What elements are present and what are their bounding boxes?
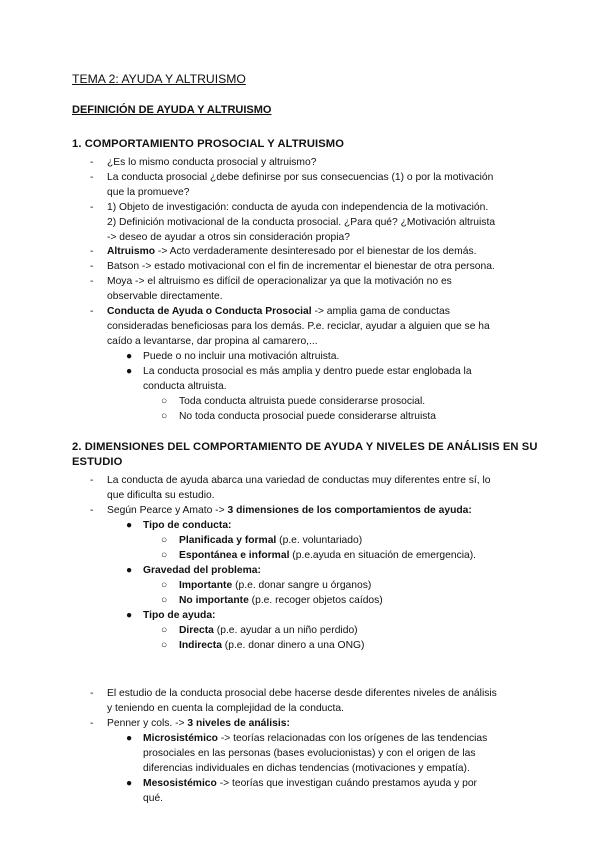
disc-bullet: ● [126, 733, 133, 744]
sub-list-item-continued: conducta altruista. [143, 381, 227, 392]
dash-bullet: - [90, 261, 94, 272]
dimension-label: Tipo de conducta: [143, 520, 232, 531]
disc-bullet: ● [126, 366, 133, 377]
level-description: -> teorías que investigan cuándo prestamos ayuda y por [216, 778, 477, 789]
option-bold: No importante [179, 595, 249, 606]
disc-bullet: ● [126, 565, 133, 576]
document-title: TEMA 2: AYUDA Y ALTRUISMO [72, 72, 246, 86]
option-bold: Planificada y formal [179, 535, 277, 546]
dash-bullet: - [90, 157, 94, 168]
dash-bullet: - [90, 505, 94, 516]
list-item: El estudio de la conducta prosocial debe hacerse desde diferentes niveles de análisis [107, 688, 497, 699]
level-description: -> teorías relacionadas con los orígenes de las tendencias [217, 733, 488, 744]
term-bold: Altruismo [107, 246, 156, 257]
option-bold: Espontánea e informal [179, 550, 290, 561]
option-example: (p.e. donar dinero a una ONG) [221, 640, 365, 651]
level-item-continued: qué. [143, 793, 164, 804]
level-item [143, 776, 477, 791]
option-bold: Indirecta [179, 640, 222, 651]
disc-bullet: ● [126, 610, 133, 621]
circle-bullet: ○ [161, 396, 168, 407]
dash-bullet: - [90, 202, 94, 213]
dimension-option [179, 578, 371, 593]
circle-bullet: ○ [161, 595, 168, 606]
dash-bullet: - [90, 475, 94, 486]
option-bold: Directa [179, 625, 214, 636]
list-item-continued: caído a levantarse, dar propina al camarero,... [107, 336, 318, 347]
list-item-continued: y teniendo en cuenta la complejidad de la conducta. [107, 703, 344, 714]
list-item: Batson -> estado motivacional con el fin de incrementar el bienestar de otra persona. [107, 261, 495, 272]
term-bold: Conducta de Ayuda o Conducta Prosocial [107, 306, 312, 317]
dimension-option [179, 638, 364, 653]
dash-bullet: - [90, 718, 94, 729]
dash-bullet: - [90, 246, 94, 257]
dimension-option [179, 593, 383, 608]
list-item [107, 716, 290, 731]
dimension-label: Tipo de ayuda: [143, 610, 216, 621]
list-item: Moya -> el altruismo es difícil de operacionalizar ya que la motivación no es [107, 276, 452, 287]
disc-bullet: ● [126, 520, 133, 531]
list-item: 1) Objeto de investigación: conducta de ayuda con independencia de la motivación. [107, 202, 489, 213]
option-example: (p.e. voluntariado) [276, 535, 363, 546]
list-item [107, 304, 450, 319]
sub-list-item: Puede o no incluir una motivación altruista. [143, 351, 340, 362]
level-bold: Mesosistémico [143, 778, 217, 789]
dimension-option [179, 533, 362, 548]
sub-sub-list-item: Toda conducta altruista puede considerarse prosocial. [179, 396, 426, 407]
list-item-continued: -> deseo de ayudar a otros sin consideración propia? [107, 232, 350, 243]
option-bold: Importante [179, 580, 233, 591]
option-example: (p.e. donar sangre u órganos) [232, 580, 372, 591]
dimension-option [179, 623, 358, 638]
section-1-heading: 1. COMPORTAMIENTO PROSOCIAL Y ALTRUISMO [72, 138, 345, 150]
sub-sub-list-item: No toda conducta prosocial puede considerarse altruista [179, 411, 437, 422]
option-example: (p.e. ayudar a un niño perdido) [213, 625, 358, 636]
list-item-continued: que la promueve? [107, 187, 190, 198]
list-item: ¿Es lo mismo conducta prosocial y altruismo? [107, 157, 317, 168]
list-item-continued: observable directamente. [107, 291, 223, 302]
circle-bullet: ○ [161, 411, 168, 422]
sub-list-item: La conducta prosocial es más amplia y dentro puede estar englobada la [143, 366, 472, 377]
term-bold: 3 niveles de análisis: [187, 718, 290, 729]
circle-bullet: ○ [161, 625, 168, 636]
level-bold: Microsistémico [143, 733, 218, 744]
dash-bullet: - [90, 276, 94, 287]
circle-bullet: ○ [161, 550, 168, 561]
term-definition: -> Acto verdaderamente desinteresado por el bienestar de los demás. [155, 246, 477, 257]
list-item-text: Penner y cols. -> [107, 718, 188, 729]
section-subtitle: DEFINICIÓN DE AYUDA Y ALTRUISMO [72, 104, 272, 116]
disc-bullet: ● [126, 778, 133, 789]
circle-bullet: ○ [161, 535, 168, 546]
list-item [107, 244, 476, 259]
dash-bullet: - [90, 306, 94, 317]
list-item-continued: 2) Definición motivacional de la conducta prosocial. ¿Para qué? ¿Motivación altruista [107, 217, 496, 228]
level-item-continued: prosociales en las personas (bases evolucionistas) y con el origen de las [143, 748, 476, 759]
dash-bullet: - [90, 688, 94, 699]
disc-bullet: ● [126, 351, 133, 362]
list-item-continued: que dificulta su estudio. [107, 490, 215, 501]
dimension-option [179, 548, 476, 563]
dash-bullet: - [90, 172, 94, 183]
option-example: (p.e.ayuda en situación de emergencia). [289, 550, 477, 561]
list-item: La conducta prosocial ¿debe definirse por sus consecuencias (1) o por la motivación [107, 172, 494, 183]
list-item [107, 503, 472, 518]
list-item-text: Según Pearce y Amato -> [107, 505, 228, 516]
level-item-continued: diferencias individuales en dichas tendencias (motivaciones y empatía). [143, 763, 470, 774]
level-item [143, 731, 487, 746]
section-2-heading-continued: ESTUDIO [72, 456, 123, 468]
circle-bullet: ○ [161, 640, 168, 651]
list-item: La conducta de ayuda abarca una variedad de conductas muy diferentes entre sí, lo [107, 475, 491, 486]
list-item-continued: consideradas beneficiosas para los demás. P.e. reciclar, ayudar a alguien que se ha [107, 321, 490, 332]
dimension-label: Gravedad del problema: [143, 565, 261, 576]
term-bold: 3 dimensiones de los comportamientos de ayuda: [227, 505, 472, 516]
circle-bullet: ○ [161, 580, 168, 591]
option-example: (p.e. recoger objetos caídos) [248, 595, 383, 606]
section-2-heading: 2. DIMENSIONES DEL COMPORTAMIENTO DE AYUDA Y NIVELES DE ANÁLISIS EN SU [72, 441, 538, 453]
term-definition: -> amplia gama de conductas [311, 306, 450, 317]
